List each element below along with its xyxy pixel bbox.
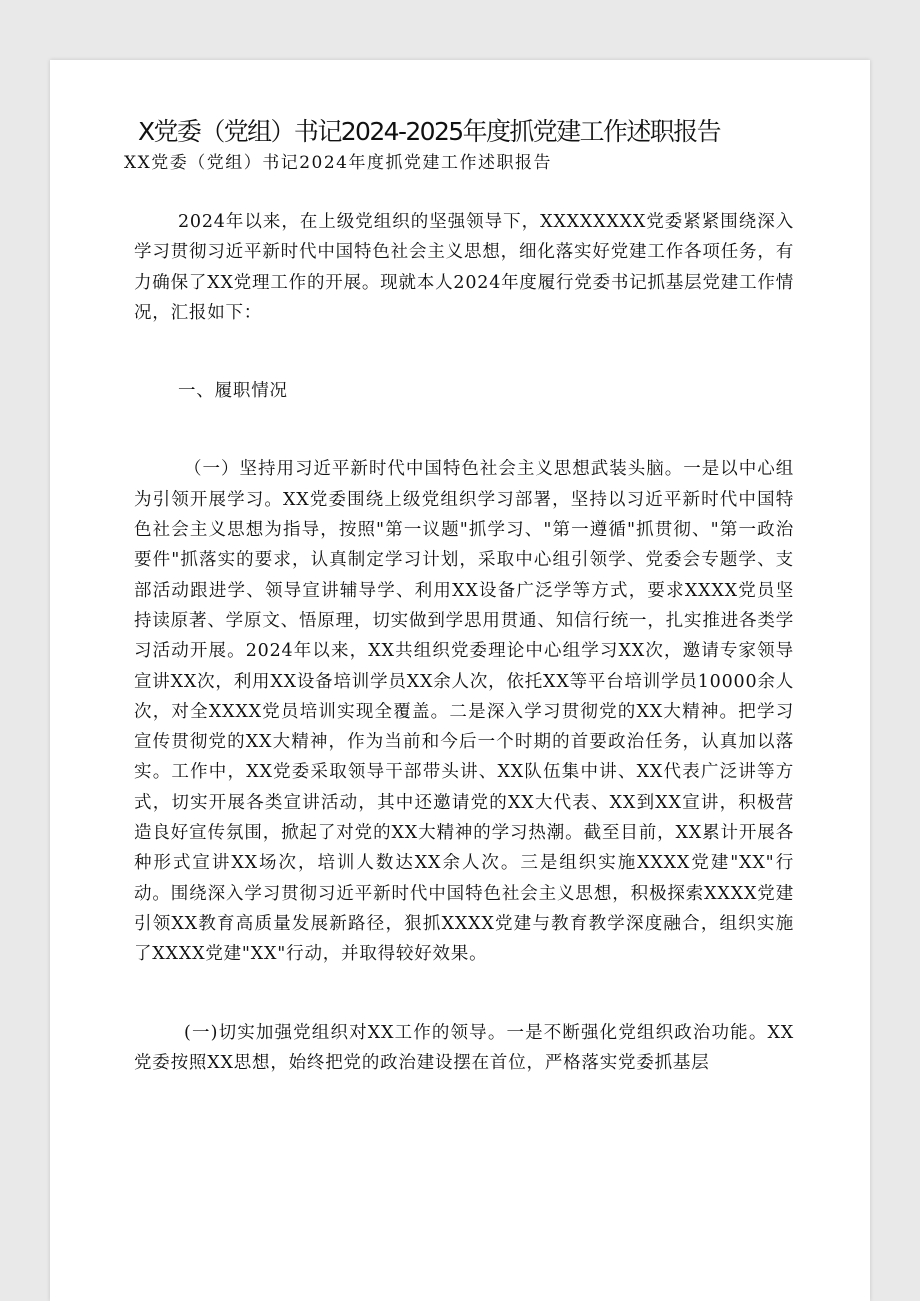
body-paragraph: （一）坚持用习近平新时代中国特色社会主义思想武装头脑。一是以中心组为引领开展学习。XX党委围绕上级党组织学习部署，坚持以习近平新时代中国特色社会主义思想为指导，按照"第一议题"抓学习、"第一遵循"抓贯彻、"第一政治要件"抓落实的要求，认真制定学习计划，采取中心组引领学、党委会专题学、支部活动跟进学、领导宣讲辅导学、利用XX设备广泛学等方式，要求XXXX党员坚持读原著、学原文、悟原理，切实做到学思用贯通、知信行统一，扎实推进各类学习活动开展。2024年以来，XX共组织党委理论中心组学习XX次，邀请专家领导宣讲XX次，利用XX设备培训学员XX余人次，依托XX等平台培训学员10000余人次，对全XXXX党员培训实现全覆盖。二是深入学习贯彻党的XX大精神。把学习宣传贯彻党的XX大精神，作为当前和今后一个时期的首要政治任务，认真加以落实。工作中，XX党委采取领导干部带头讲、XX队伍集中讲、XX代表广泛讲等方式，切实开展各类宣讲活动，其中还邀请党的XX大代表、XX到XX宣讲，积极营造良好宣传氛围，掀起了对党的XX大精神的学习热潮。截至目前，XX累计开展各种形式宣讲XX场次，培训人数达XX余人次。三是组织实施XXXX党建"XX"行动。围绕深入学习贯彻习近平新时代中国特色社会主义思想，积极探索XXXX党建引领XX教育高质量发展新路径，狠抓XXXX党建与教育教学深度融合，组织实施了XXXX党建"XX"行动，并取得较好效果。 [134, 459, 794, 965]
document-title: X党委（党组）书记2024-2025年度抓党建工作述职报告 [138, 117, 720, 146]
intro-paragraph: 2024年以来，在上级党组织的坚强领导下，XXXXXXXX党委紧紧围绕深入学习贯彻习近平新时代中国特色社会主义思想，细化落实好党建工作各项任务，有力确保了XX党理工作的开展。现就本人2024年度履行党委书记抓基层党建工作情况，汇报如下： [134, 212, 794, 323]
document-body [134, 207, 794, 1078]
body-paragraph: (一)切实加强党组织对XX工作的领导。一是不断强化党组织政治功能。XX党委按照XX思想，始终把党的政治建设摆在首位，严格落实党委抓基层 [134, 1022, 794, 1073]
document-subtitle: XX党委（党组）书记2024年度抓党建工作述职报告 [124, 153, 552, 173]
section-heading: 一、履职情况 [178, 381, 288, 402]
